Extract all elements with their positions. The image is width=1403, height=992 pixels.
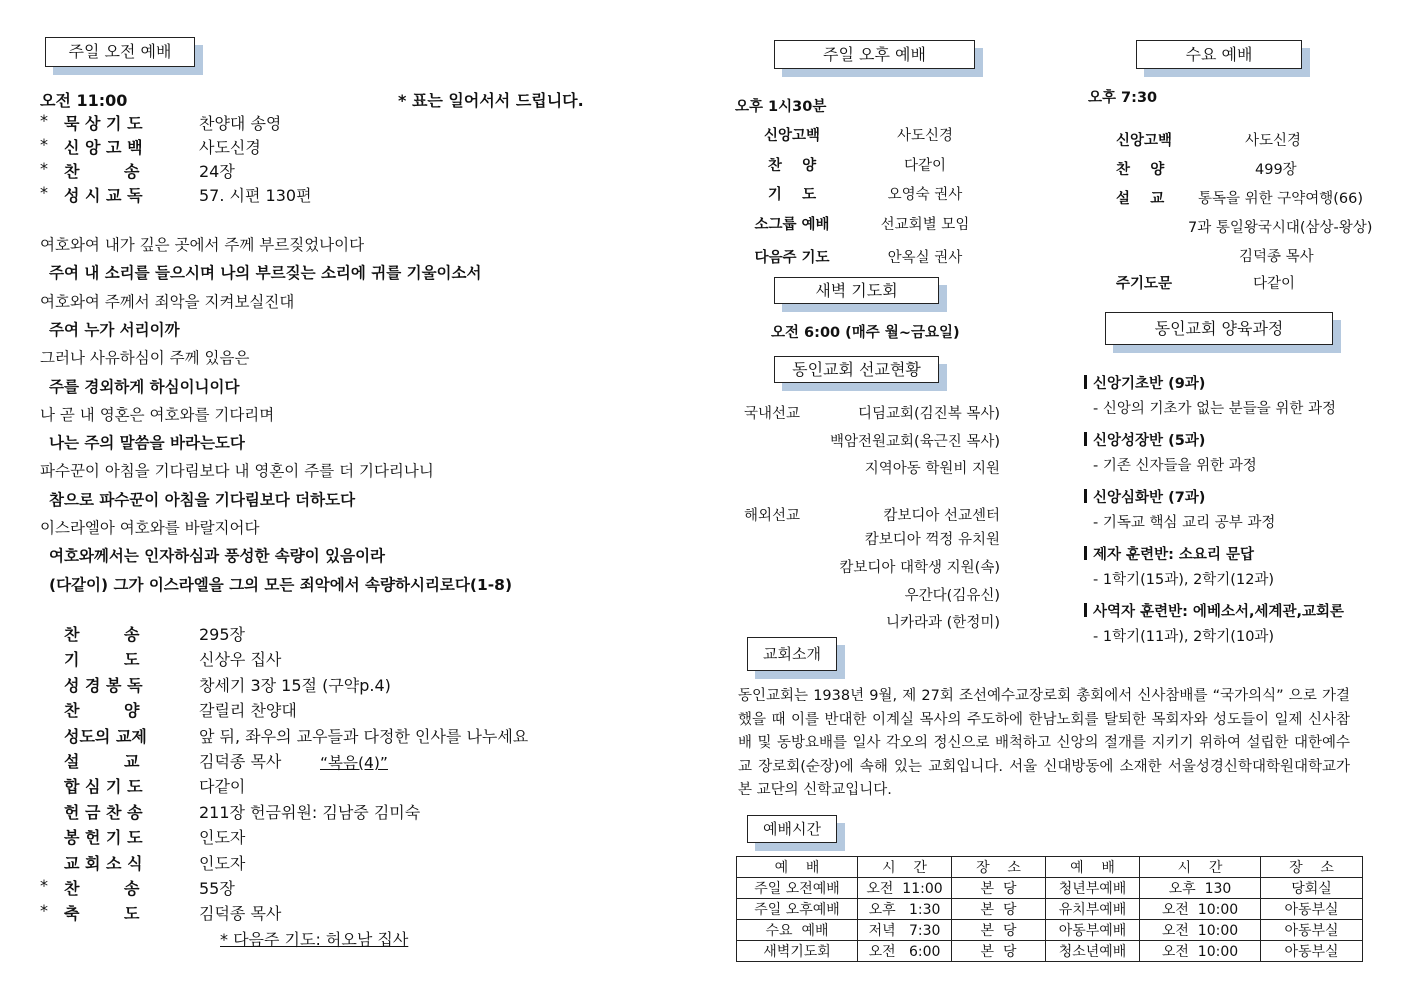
course-desc: - 신앙의 기초가 없는 분들을 위한 과정 [1093, 401, 1336, 417]
schedule-cell: 오전 10:00 [1140, 920, 1261, 941]
pm-value: 선교회별 모임 [880, 217, 970, 233]
sunday-am-time: 오전 11:00 [40, 91, 128, 110]
course-bullet [1084, 375, 1087, 389]
psalm-line: 여호와여 주께서 죄악을 지켜보실진대 [40, 292, 295, 311]
schedule-cell: 오전 6:00 [858, 941, 952, 962]
lords-prayer-value: 다같이 [1253, 276, 1296, 292]
wednesday-value: 사도신경 [1245, 133, 1302, 149]
psalm-line: 주를 경외하게 하심이니이다 [49, 377, 240, 396]
order-row [40, 111, 440, 133]
mission-item: 캄보디아 꺽정 유치원 [864, 532, 1000, 548]
sermon-title: “복음(4)” [320, 754, 388, 772]
church-intro-heading: 교회소개 [747, 637, 837, 671]
course-desc: - 1학기(11과), 2학기(10과) [1093, 629, 1275, 645]
mission-item: 백암전원교회(육근진 목사) [830, 434, 1000, 450]
order-row [40, 851, 600, 873]
wednesday-heading: 수요 예배 [1136, 40, 1302, 69]
course-title [1084, 429, 1205, 450]
order-row [40, 825, 600, 847]
schedule-cell: 오전 10:00 [1140, 899, 1261, 920]
next-week-prayer: * 다음주 기도: 허오남 집사 [220, 930, 409, 949]
order-label: 축 도 [64, 904, 140, 924]
wednesday-label: 찬 양 [1116, 162, 1165, 178]
sunday-am-heading: 주일 오전 예배 [45, 37, 195, 67]
course-title-text: 신앙성장반 (5과) [1093, 433, 1206, 449]
course-title-text: 제자 훈련반: 소요리 문답 [1093, 547, 1255, 563]
overseas-missions-label: 해외선교 [744, 508, 801, 524]
standing-marker: * [40, 159, 48, 178]
standing-marker: * [40, 111, 48, 130]
pm-value: 안옥실 권사 [887, 250, 963, 266]
order-row [40, 159, 440, 181]
order-value: 찬양대 송영 [199, 114, 282, 133]
wednesday-sermon-line-1: 7과 통일왕국시대(삼상-왕상) [1188, 220, 1373, 236]
order-label: 봉 헌 기 도 [64, 828, 143, 848]
schedule-cell: 아동부예배 [1046, 920, 1140, 941]
schedule-cell: 오후 130 [1140, 878, 1261, 899]
order-value: 김덕종 목사 [199, 904, 282, 924]
pm-label: 기 도 [767, 187, 817, 203]
order-row [40, 774, 600, 796]
pm-label: 다음주 기도 [754, 250, 830, 266]
schedule-table [736, 856, 1363, 962]
psalm-line: 주여 누가 서리이까 [49, 320, 180, 339]
schedule-header-row [737, 857, 1363, 878]
schedule-cell: 오전 11:00 [858, 878, 952, 899]
schedule-header-cell: 예 배 [737, 857, 858, 878]
course-title-text: 신앙심화반 (7과) [1093, 490, 1206, 506]
standing-marker: * [40, 876, 48, 895]
psalm-line: 여호와여 내가 깊은 곳에서 주께 부르짖었나이다 [40, 236, 365, 254]
mission-item: 우간다(김유신) [904, 588, 1000, 604]
order-row [40, 901, 600, 923]
order-row [40, 135, 440, 157]
dawn-time: 오전 6:00 (매주 월~금요일) [771, 325, 960, 341]
pm-label: 신앙고백 [763, 128, 821, 144]
wednesday-time: 오후 7:30 [1088, 90, 1158, 106]
order-label: 성도의 교제 [64, 726, 147, 746]
sunday-pm-time: 오후 1시30분 [735, 99, 827, 115]
pm-value: 다같이 [903, 158, 947, 174]
order-row [40, 876, 600, 898]
course-bullet [1084, 432, 1087, 446]
psalm-line: 파수꾼이 아침을 기다림보다 내 영혼이 주를 더 기다리나니 [40, 462, 434, 481]
psalm-line: 이스라엘아 여호와를 바랄지어다 [40, 519, 260, 537]
schedule-row [737, 941, 1363, 962]
schedule-heading: 예배시간 [747, 815, 837, 843]
order-label: 교 회 소 식 [64, 853, 143, 873]
psalm-line: 나는 주의 말씀을 바라는도다 [49, 434, 245, 453]
sunday-pm-heading: 주일 오후 예배 [774, 40, 975, 69]
order-label: 설 교 [64, 752, 140, 771]
pm-label: 소그룹 예배 [754, 217, 830, 233]
order-value: 다같이 [199, 777, 246, 797]
schedule-cell: 오전 10:00 [1140, 941, 1261, 962]
schedule-cell: 아동부실 [1261, 941, 1363, 962]
order-row [40, 698, 600, 720]
schedule-cell: 본 당 [952, 899, 1046, 920]
course-desc: - 기독교 핵심 교리 공부 과정 [1093, 515, 1276, 531]
mission-item: 캄보디아 대학생 지원(속) [839, 560, 1000, 576]
mission-item: 캄보디아 선교센터 [883, 508, 1000, 524]
course-title [1084, 543, 1254, 564]
order-value: 사도신경 [199, 138, 261, 157]
order-value: 24장 [199, 162, 235, 181]
schedule-cell: 유치부예배 [1046, 899, 1140, 920]
order-row [40, 622, 600, 644]
schedule-row [737, 920, 1363, 941]
schedule-header-cell: 장 소 [1261, 857, 1363, 878]
order-row [40, 183, 440, 205]
schedule-header-cell: 장 소 [952, 857, 1046, 878]
course-bullet [1084, 489, 1087, 503]
order-row [40, 673, 600, 695]
order-value: 창세기 3장 15절 (구약p.4) [199, 675, 391, 695]
psalm-line: 나 곧 내 영혼은 여호와를 기다리며 [40, 405, 275, 424]
order-value: 김덕종 목사 [199, 752, 282, 771]
psalm-line: (다같이) 그가 이스라엘을 그의 모든 죄악에서 속량하시리로다(1-8) [49, 575, 513, 594]
wednesday-preacher: 김덕종 목사 [1239, 249, 1314, 265]
psalm-line: 주여 내 소리를 들으시며 나의 부르짖는 소리에 귀를 기울이소서 [49, 264, 482, 283]
schedule-header-cell: 시 간 [1140, 857, 1261, 878]
order-label: 찬 송 [64, 162, 140, 181]
pm-value: 오영숙 권사 [887, 187, 963, 203]
psalm-line: 그러나 사유하심이 주께 있음은 [40, 349, 250, 368]
wednesday-label: 설 교 [1116, 191, 1165, 207]
missions-heading: 동인교회 선교현황 [774, 356, 939, 383]
domestic-missions-label: 국내선교 [744, 406, 801, 422]
order-row [40, 800, 600, 822]
order-label: 성 경 봉 독 [64, 675, 143, 695]
course-desc: - 기존 신자들을 위한 과정 [1093, 458, 1257, 474]
schedule-header-cell: 시 간 [858, 857, 952, 878]
course-title [1084, 486, 1205, 507]
wednesday-value: 통독을 위한 구약여행(66) [1198, 191, 1364, 207]
course-title [1084, 600, 1344, 621]
order-value: 인도자 [199, 828, 246, 848]
psalm-line: 여호와께서는 인자하심과 풍성한 속량이 있음이라 [49, 547, 386, 566]
schedule-cell: 저녁 7:30 [858, 920, 952, 941]
standing-marker: * [40, 901, 48, 921]
wednesday-label: 신앙고백 [1116, 133, 1173, 149]
schedule-header-cell: 예 배 [1046, 857, 1140, 878]
course-desc: - 1학기(15과), 2학기(12과) [1093, 572, 1275, 588]
order-label: 묵 상 기 도 [64, 114, 143, 133]
standing-marker: * [40, 135, 48, 154]
schedule-cell: 주일 오후예배 [737, 899, 858, 920]
schedule-cell: 오후 1:30 [858, 899, 952, 920]
pm-value: 사도신경 [896, 128, 954, 144]
standing-note: * 표는 일어서서 드립니다. [398, 91, 584, 110]
order-value: 신상우 집사 [199, 650, 282, 670]
pm-label: 찬 양 [767, 158, 817, 174]
mission-item: 디딤교회(김진복 목사) [858, 406, 1000, 422]
mission-item: 지역아동 학원비 지원 [864, 461, 1000, 477]
wednesday-value: 499장 [1255, 162, 1297, 178]
order-label: 성 시 교 독 [64, 186, 143, 205]
order-label: 합 심 기 도 [64, 777, 143, 797]
standing-marker: * [40, 183, 48, 202]
order-label: 기 도 [64, 650, 140, 670]
schedule-cell: 본 당 [952, 920, 1046, 941]
schedule-row [737, 899, 1363, 920]
church-intro-text: 동인교회는 1938년 9월, 제 27회 조선예수교장로회 총회에서 신사참배를 “국가의식” 으로 가결했을 때 이를 반대한 이계실 목사의 주도하에 한남노회를 탈퇴한 목회자와 성도들이 일제 신사참배 및 동방요배를 일사 각오의 정신으로 배척하고 신앙의 절개를 지키기 위하여 설립한 대한예수교 장로회(순장)에 속해 있는 교회입니다. 서울 신대방동에 소재한 서울성경신학대학원대학교가 본 교단의 신학교입니다. [738, 688, 1350, 798]
order-value: 211장 헌금위원: 김남중 김미숙 [199, 802, 421, 822]
lords-prayer-label: 주기도문 [1116, 276, 1173, 292]
order-label: 찬 양 [64, 701, 140, 721]
schedule-cell: 아동부실 [1261, 920, 1363, 941]
course-title-text: 신앙기초반 (9과) [1093, 376, 1206, 392]
order-label: 헌 금 찬 송 [64, 802, 143, 822]
order-value: 295장 [199, 625, 245, 644]
course-title-text: 사역자 훈련반: 에베소서,세계관,교회론 [1093, 604, 1345, 620]
course-bullet [1084, 546, 1087, 560]
mission-item: 니카라과 (한정미) [886, 615, 1000, 631]
schedule-cell: 아동부실 [1261, 899, 1363, 920]
order-value: 57. 시편 130편 [199, 186, 312, 205]
dawn-heading: 새벽 기도회 [774, 277, 939, 304]
order-row [40, 647, 600, 669]
course-bullet [1084, 603, 1087, 617]
order-label: 찬 송 [64, 879, 140, 898]
training-heading: 동인교회 양육과정 [1105, 312, 1333, 345]
order-value: 55장 [199, 879, 235, 898]
schedule-row [737, 878, 1363, 899]
order-value: 앞 뒤, 좌우의 교우들과 다정한 인사를 나누세요 [199, 726, 529, 746]
order-label: 찬 송 [64, 625, 140, 644]
order-row [40, 724, 600, 746]
order-label: 신 앙 고 백 [64, 138, 143, 157]
course-title [1084, 372, 1205, 393]
schedule-cell: 당회실 [1261, 878, 1363, 899]
schedule-cell: 새벽기도회 [737, 941, 858, 962]
schedule-cell: 청소년예배 [1046, 941, 1140, 962]
schedule-cell: 본 당 [952, 941, 1046, 962]
psalm-line: 참으로 파수꾼이 아침을 기다림보다 더하도다 [49, 490, 356, 509]
schedule-cell: 본 당 [952, 878, 1046, 899]
order-value: 인도자 [199, 853, 246, 873]
schedule-cell: 주일 오전예배 [737, 878, 858, 899]
schedule-cell: 청년부예배 [1046, 878, 1140, 899]
schedule-cell: 수요 예배 [737, 920, 858, 941]
order-value: 갈릴리 찬양대 [199, 701, 297, 721]
